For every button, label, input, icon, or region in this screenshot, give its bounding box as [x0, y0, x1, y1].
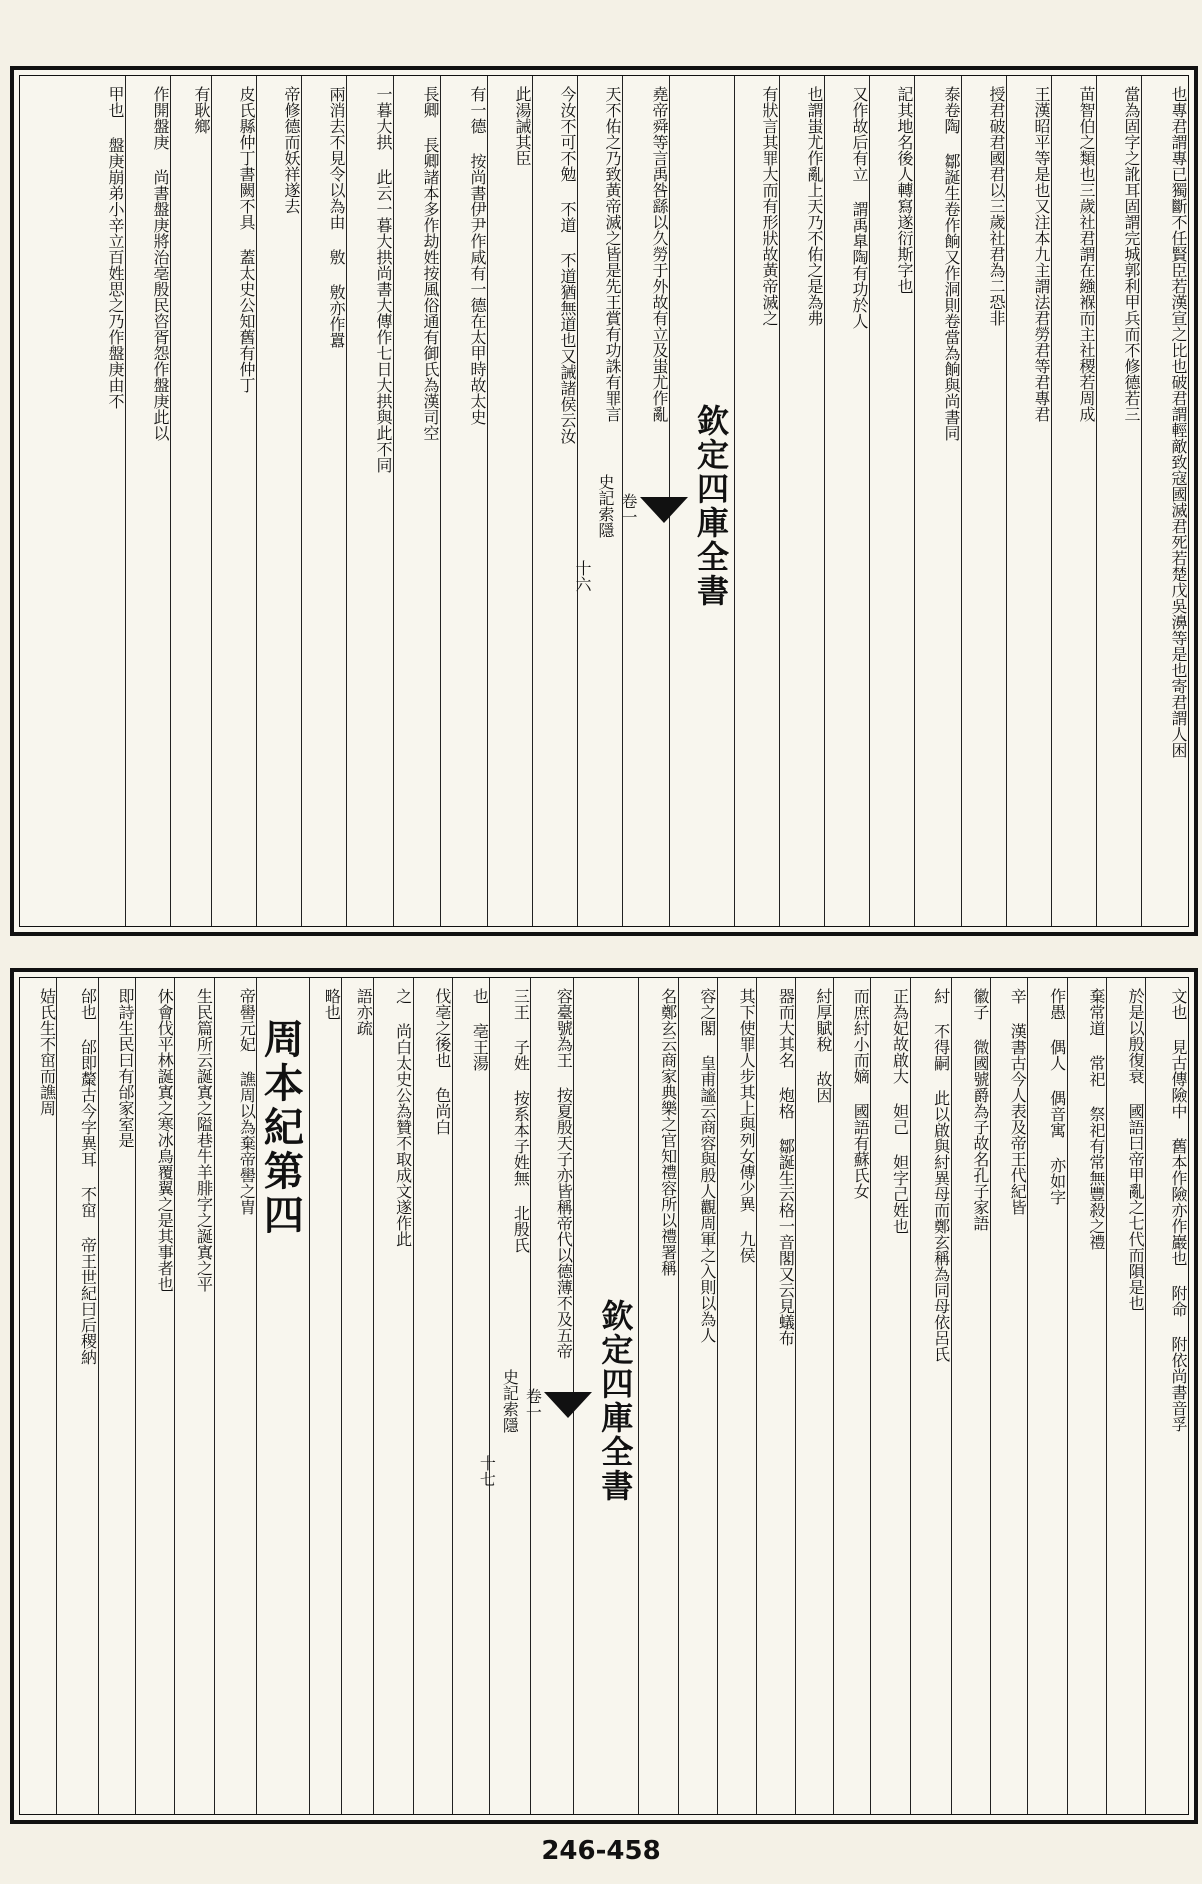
text-column [341, 978, 373, 1814]
column-text: 苗智伯之類也三歲社君謂在繈褓而主社稷若周成 [1077, 86, 1096, 422]
text-column [346, 76, 393, 926]
text-column [1067, 978, 1106, 1814]
column-text: 記其地名後人轉寫遂衍斯字也 [895, 86, 914, 294]
column-text: 天不佑之乃致黃帝滅之皆是先王賞有功誅有罪言 [603, 86, 622, 422]
page-number: 246-458 [541, 1836, 661, 1866]
column-text: 邰也 邰即斄古今字異耳 不窋 帝王世紀曰后稷納 [78, 988, 98, 1365]
column-text: 生民篇所云誕寘之隘巷牛羊腓字之誕寘之平 [194, 988, 214, 1292]
column-text: 又作故后有立 謂禹臯陶有功於人 [850, 86, 869, 329]
text-column [795, 978, 832, 1814]
text-column [393, 76, 440, 926]
column-text: 有耿鄉 [192, 86, 211, 134]
book-title: 欽定四庫全書 [692, 404, 730, 608]
column-text: 其下使罪人步其上與列女傳少異 九侯 [737, 988, 757, 1263]
fish-tail-ornament [544, 1392, 592, 1418]
column-text: 有一德 按尚書伊尹作咸有一德在太甲時故太史 [468, 86, 487, 425]
lower-page-frame [19, 977, 1189, 1815]
text-column [125, 76, 170, 926]
text-column [1141, 76, 1188, 926]
column-text: 今汝不可不勉 不道 不道猶無道也又誡諸侯云汝 [558, 86, 577, 444]
text-column [833, 978, 870, 1814]
column-text: 皮氏縣仲丁書闕不具 蓋太史公知舊有仲丁 [237, 86, 256, 393]
text-column [824, 76, 869, 926]
column-text: 作開盤庚 尚書盤庚將治亳殷民咨胥怨作盤庚此以 [151, 86, 170, 441]
column-text: 泰卷陶 鄒誕生卷作餉又作洞則卷當為餉與尚書同 [942, 86, 961, 441]
text-column [532, 76, 577, 926]
column-text: 帝修德而妖祥遂去 [282, 86, 301, 214]
text-column [56, 978, 97, 1814]
text-column [1006, 76, 1051, 926]
column-text: 也謂蚩尤作亂上天乃不佑之是為弗 [805, 86, 824, 326]
text-column [914, 76, 961, 926]
column-text: 棄常道 常祀 祭祀有常無豐殺之禮 [1086, 988, 1106, 1250]
lower-page [10, 968, 1198, 1824]
fish-tail-ornament [640, 497, 688, 523]
text-column [98, 978, 135, 1814]
column-text: 王漢昭平等是也又注本九主謂法君勞君等君專君 [1032, 86, 1051, 422]
column-text: 也專君謂專已獨斷不任賢臣若漢宣之比也破君謂輕敵致寇國滅君死若楚戊吳濞等是也寄君謂人困 [1169, 86, 1188, 758]
column-text: 正為妃故啟大 妲己 妲字己姓也 [890, 988, 910, 1234]
text-column [20, 978, 56, 1814]
text-column [756, 978, 795, 1814]
text-column [174, 978, 213, 1814]
column-text: 紂厚賦稅 故因 [813, 988, 833, 1103]
column-text: 姞氏生不窋而譙周 [37, 988, 57, 1116]
text-column [1145, 978, 1188, 1814]
column-text: 伐亳之後也 色尚白 [432, 988, 452, 1135]
text-column [135, 978, 174, 1814]
column-text: 而庶紂小而嫡 國語有蘇氏女 [851, 988, 871, 1199]
column-text: 略也 [322, 988, 342, 1020]
text-column [256, 76, 301, 926]
column-text: 也 亳王湯 [470, 988, 490, 1071]
text-column [717, 978, 756, 1814]
text-column [413, 978, 452, 1814]
upper-page-columns [20, 76, 1188, 926]
text-column [869, 76, 914, 926]
text-column [910, 978, 951, 1814]
book-title: 欽定四庫全書 [596, 1299, 635, 1503]
text-column [211, 76, 256, 926]
column-text: 三王 子姓 按系本子姓無 北殷氏 [511, 988, 531, 1253]
column-text: 語亦疏 [354, 988, 374, 1036]
column-text: 之 尚白太史公為贊不取成文遂作此 [393, 988, 413, 1247]
text-column [373, 978, 412, 1814]
column-text: 徽子 微國號爵為子故名孔子家語 [970, 988, 990, 1231]
column-text: 器而大其名 炮格 鄒誕生云格一音閣又云見蟻布 [776, 988, 796, 1346]
volume-label: 卷一 [619, 493, 638, 525]
folio-number: 十六 [573, 560, 592, 592]
column-text: 帝嚳元妃 譙周以為棄帝嚳之胄 [237, 988, 257, 1215]
book-label: 史記索隱 [500, 1369, 520, 1433]
column-text: 容之閣 皇甫謐云商容與殷人觀周軍之入則以為人 [697, 988, 717, 1343]
text-column [256, 978, 309, 1814]
column-text: 一暮大拱 此云一暮大拱尚書大傳作七日大拱與此不同 [374, 86, 393, 473]
text-column [638, 978, 677, 1814]
column-text: 即詩生民曰有邰家室是 [115, 988, 135, 1148]
column-text: 長卿 長卿諸本多作劫姓按風俗通有御氏為漢司空 [421, 86, 440, 441]
column-text: 名鄭玄云商家典樂之官知禮容所以禮署稱 [658, 988, 678, 1276]
text-column [214, 978, 257, 1814]
column-text: 此湯誡其臣 [513, 86, 532, 166]
text-column [779, 76, 824, 926]
upper-page [10, 66, 1198, 936]
column-text: 文也 見古傳險中 舊本作險亦作巖也 附命 附依尚書音孚 [1169, 988, 1188, 1432]
text-column [951, 978, 990, 1814]
column-text: 堯帝舜等言禹咎繇以久勞于外故有立及蚩尤作亂 [650, 86, 669, 422]
text-column [1106, 978, 1145, 1814]
folio-number: 十七 [477, 1455, 497, 1487]
text-column [1051, 76, 1096, 926]
text-column [1096, 76, 1141, 926]
text-column [678, 978, 717, 1814]
upper-page-frame [19, 75, 1189, 927]
text-column [961, 76, 1006, 926]
text-column [452, 978, 489, 1814]
column-text: 兩消去不見令以為由 敫 敫亦作囂 [327, 86, 346, 348]
book-label: 史記索隱 [596, 474, 615, 538]
text-column [301, 76, 346, 926]
column-text: 作愚 偶人 偶音寓 亦如字 [1047, 988, 1067, 1205]
column-text: 紂 不得嗣 此以啟與紂異母而鄭玄稱為同母依呂氏 [931, 988, 951, 1362]
column-text: 授君破君國君以三歲社君為二恐非 [987, 86, 1006, 326]
column-text: 休會伐平林誕寘之寒冰鳥覆翼之是其事者也 [155, 988, 175, 1292]
column-text: 辛 漢書古今人表及帝王代紀皆 [1008, 988, 1028, 1215]
text-column [309, 978, 341, 1814]
text-column [734, 76, 779, 926]
text-column [487, 76, 532, 926]
column-text: 甲也 盤庚崩弟小辛立百姓思之乃作盤庚由不 [106, 86, 125, 409]
text-column [85, 76, 125, 926]
text-column [440, 76, 487, 926]
text-column [170, 76, 211, 926]
text-column [1027, 978, 1066, 1814]
text-column [990, 978, 1027, 1814]
column-text: 於是以殷復衰 國語曰帝甲亂之七代而隕是也 [1126, 988, 1146, 1311]
column-text: 當為固字之訛耳固謂完城郭利甲兵而不修德若三 [1122, 86, 1141, 422]
text-column [870, 978, 909, 1814]
volume-label: 卷一 [523, 1388, 543, 1420]
chapter-title: 周本紀第四 [257, 1018, 305, 1238]
column-text: 容臺號為王 按夏殷天子亦皆稱帝代以德薄不及五帝 [554, 988, 574, 1359]
lower-page-columns [20, 978, 1188, 1814]
column-text: 有狀言其罪大而有形狀故黃帝滅之 [760, 86, 779, 326]
